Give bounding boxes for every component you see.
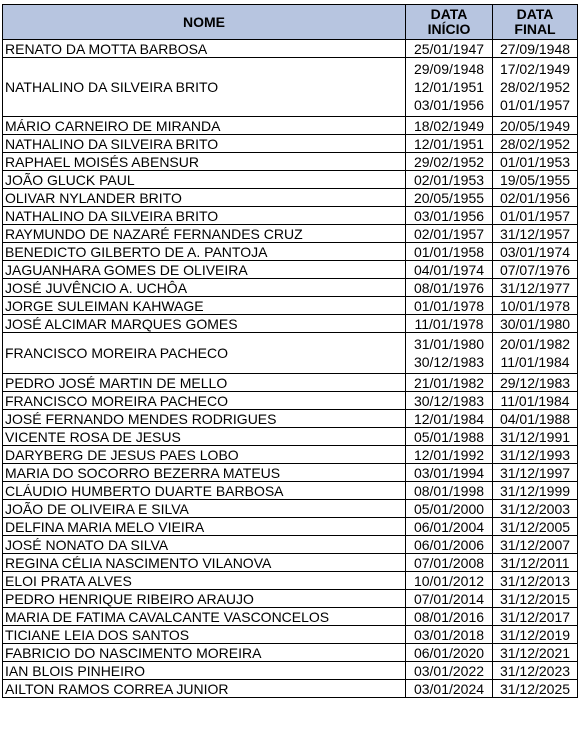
cell-nome: NATHALINO DA SILVEIRA BRITO [3,135,406,153]
date-value: 31/12/1999 [499,482,571,499]
date-value: 05/01/2000 [413,500,485,517]
date-value: 07/07/1976 [499,261,571,278]
cell-nome: JOÃO DE OLIVEIRA E SILVA [3,500,406,518]
cell-data-inicio [406,207,493,225]
cell-data-inicio [406,40,493,58]
date-value: 10/01/1978 [499,297,571,314]
date-value: 20/01/1982 [499,336,571,352]
cell-data-inicio [406,171,493,189]
cell-data-final [493,428,578,446]
cell-nome: REGINA CÉLIA NASCIMENTO VILANOVA [3,554,406,572]
cell-data-final [493,189,578,207]
date-value: 29/12/1983 [499,374,571,391]
cell-nome: BENEDICTO GILBERTO DE A. PANTOJA [3,243,406,261]
cell-data-inicio [406,58,493,117]
cell-data-final [493,662,578,680]
date-value: 03/01/2018 [413,626,485,643]
date-value: 31/12/2011 [500,554,570,571]
cell-data-final [493,374,578,392]
date-value: 02/01/1957 [413,225,485,242]
table-row [3,117,578,135]
date-value: 21/01/1982 [413,374,485,391]
table-row [3,40,578,58]
date-value: 18/02/1949 [413,117,485,134]
date-value: 08/01/2016 [413,608,485,625]
cell-data-inicio [406,644,493,662]
cell-data-final [493,536,578,554]
date-value: 03/01/1974 [499,243,571,260]
date-value: 03/01/2022 [413,662,485,679]
date-value: 12/01/1951 [413,79,485,95]
cell-data-final [493,626,578,644]
cell-nome: RAYMUNDO DE NAZARÉ FERNANDES CRUZ [3,225,406,243]
cell-data-final [493,315,578,333]
date-value: 12/01/1984 [413,410,485,427]
table-row [3,243,578,261]
date-value: 27/09/1948 [499,40,571,57]
table-header [3,5,578,40]
date-value: 10/01/2012 [413,572,485,589]
cell-data-final [493,135,578,153]
cell-nome: ELOI PRATA ALVES [3,572,406,590]
cell-nome: AILTON RAMOS CORREA JUNIOR [3,680,406,698]
cell-data-final [493,279,578,297]
cell-data-inicio [406,374,493,392]
date-value: 01/01/1958 [413,243,485,260]
cell-nome: PEDRO JOSÉ MARTIN DE MELLO [3,374,406,392]
cell-data-inicio [406,225,493,243]
date-value: 03/01/1994 [413,464,485,481]
date-value: 31/12/2025 [499,680,571,697]
header-nome: NOME [3,5,406,40]
table-row [3,500,578,518]
cell-data-inicio [406,117,493,135]
table-row [3,333,578,374]
date-value: 20/05/1949 [499,117,571,134]
date-value: 31/12/2003 [499,500,571,517]
cell-data-inicio [406,135,493,153]
cell-data-final [493,464,578,482]
cell-data-final [493,261,578,279]
date-value: 31/12/1997 [499,464,571,481]
table-row [3,374,578,392]
date-value: 01/01/1953 [499,153,571,170]
table-row [3,279,578,297]
cell-data-inicio [406,662,493,680]
table-row [3,464,578,482]
cell-data-final [493,680,578,698]
table-row [3,482,578,500]
cell-nome: OLIVAR NYLANDER BRITO [3,189,406,207]
cell-nome: JOSÉ FERNANDO MENDES RODRIGUES [3,410,406,428]
date-value: 31/12/2021 [499,644,571,661]
cell-data-final [493,243,578,261]
table-row [3,608,578,626]
date-value: 07/01/2008 [413,554,485,571]
cell-data-inicio [406,410,493,428]
table-row [3,315,578,333]
date-value: 31/12/2023 [499,662,571,679]
cell-data-final [493,554,578,572]
cell-nome: JOSÉ NONATO DA SILVA [3,536,406,554]
cell-nome: MARIA DO SOCORRO BEZERRA MATEUS [3,464,406,482]
date-value: 12/01/1992 [413,446,485,463]
cell-nome: CLÁUDIO HUMBERTO DUARTE BARBOSA [3,482,406,500]
cell-data-inicio [406,500,493,518]
cell-data-inicio [406,680,493,698]
date-value: 31/12/1991 [499,428,571,445]
cell-nome: JORGE SULEIMAN KAHWAGE [3,297,406,315]
header-row [3,5,578,40]
date-value: 31/12/1977 [499,279,571,296]
table-row [3,626,578,644]
date-value: 29/09/1948 [413,61,485,77]
cell-data-final [493,40,578,58]
cell-data-final [493,333,578,374]
cell-data-final [493,446,578,464]
date-value: 31/12/2017 [499,608,571,625]
date-value: 01/01/1978 [413,297,485,314]
table-row [3,153,578,171]
table-row [3,572,578,590]
table-row [3,135,578,153]
cell-data-final [493,117,578,135]
date-value: 30/12/1983 [413,354,485,370]
table-row [3,590,578,608]
table-row [3,446,578,464]
table-row [3,171,578,189]
cell-nome: TICIANE LEIA DOS SANTOS [3,626,406,644]
cell-nome: JOSÉ ALCIMAR MARQUES GOMES [3,315,406,333]
cell-nome: JOÃO GLUCK PAUL [3,171,406,189]
cell-nome: IAN BLOIS PINHEIRO [3,662,406,680]
cell-data-inicio [406,608,493,626]
date-value: 04/01/1988 [499,410,571,427]
date-value: 29/02/1952 [413,153,485,170]
cell-nome: JAGUANHARA GOMES DE OLIVEIRA [3,261,406,279]
cell-nome: JOSÉ JUVÊNCIO A. UCHÔA [3,279,406,297]
cell-nome: NATHALINO DA SILVEIRA BRITO [3,58,406,117]
date-value: 02/01/1956 [499,189,571,206]
cell-data-final [493,392,578,410]
header-data-inicio: DATA INÍCIO [406,5,493,40]
table-row [3,297,578,315]
date-value: 31/12/2019 [499,626,571,643]
date-value: 31/12/1993 [499,446,571,463]
cell-nome: FRANCISCO MOREIRA PACHECO [3,333,406,374]
date-value: 03/01/2024 [413,680,485,697]
cell-data-inicio [406,392,493,410]
cell-nome: RAPHAEL MOISÉS ABENSUR [3,153,406,171]
cell-data-final [493,644,578,662]
cell-data-inicio [406,446,493,464]
cell-nome: VICENTE ROSA DE JESUS [3,428,406,446]
date-value: 03/01/1956 [413,97,485,113]
cell-data-inicio [406,279,493,297]
table-row [3,428,578,446]
table-row [3,518,578,536]
table-row [3,680,578,698]
cell-data-inicio [406,261,493,279]
cell-data-final [493,482,578,500]
date-value: 31/12/1957 [499,225,571,242]
cell-data-final [493,608,578,626]
date-value: 11/01/1984 [500,354,570,370]
cell-data-final [493,518,578,536]
header-data-final: DATA FINAL [493,5,578,40]
cell-data-inicio [406,464,493,482]
cell-data-final [493,207,578,225]
cell-data-final [493,225,578,243]
date-value: 06/01/2004 [413,518,485,535]
date-value: 31/12/2007 [499,536,571,553]
cell-data-inicio [406,189,493,207]
table-row [3,536,578,554]
date-value: 11/01/1978 [414,315,484,332]
table-row [3,662,578,680]
date-value: 01/01/1957 [499,97,571,113]
cell-data-final [493,153,578,171]
cell-nome: NATHALINO DA SILVEIRA BRITO [3,207,406,225]
date-value: 01/01/1957 [499,207,571,224]
cell-nome: FRANCISCO MOREIRA PACHECO [3,392,406,410]
cell-data-inicio [406,315,493,333]
table-row [3,207,578,225]
cell-data-inicio [406,572,493,590]
cell-data-final [493,410,578,428]
cell-data-inicio [406,518,493,536]
cell-data-inicio [406,482,493,500]
cell-data-final [493,58,578,117]
cell-nome: RENATO DA MOTTA BARBOSA [3,40,406,58]
table-row [3,58,578,117]
table-row [3,261,578,279]
date-value: 06/01/2020 [413,644,485,661]
table-row [3,225,578,243]
cell-data-final [493,590,578,608]
date-value: 25/01/1947 [413,40,485,57]
date-value: 28/02/1952 [499,135,571,152]
table-row [3,554,578,572]
date-value: 20/05/1955 [413,189,485,206]
date-value: 28/02/1952 [499,79,571,95]
cell-nome: MÁRIO CARNEIRO DE MIRANDA [3,117,406,135]
cell-data-inicio [406,536,493,554]
date-value: 07/01/2014 [413,590,485,607]
cell-data-inicio [406,554,493,572]
table-body [3,40,578,698]
table-row [3,410,578,428]
cell-nome: PEDRO HENRIQUE RIBEIRO ARAUJO [3,590,406,608]
date-value: 30/12/1983 [413,392,485,409]
cell-data-inicio [406,297,493,315]
cell-data-inicio [406,333,493,374]
cell-data-final [493,297,578,315]
date-value: 04/01/1974 [413,261,485,278]
date-value: 08/01/1976 [413,279,485,296]
date-value: 30/01/1980 [499,315,571,332]
cell-nome: MARIA DE FATIMA CAVALCANTE VASCONCELOS [3,608,406,626]
cell-nome: FABRICIO DO NASCIMENTO MOREIRA [3,644,406,662]
date-value: 06/01/2006 [413,536,485,553]
cell-data-inicio [406,243,493,261]
table-row [3,644,578,662]
date-value: 19/05/1955 [499,171,571,188]
cell-data-final [493,171,578,189]
date-value: 03/01/1956 [413,207,485,224]
date-value: 31/12/2005 [499,518,571,535]
cell-data-final [493,500,578,518]
date-value: 11/01/1984 [500,392,570,409]
date-value: 08/01/1998 [413,482,485,499]
date-value: 31/12/2015 [499,590,571,607]
cell-data-inicio [406,590,493,608]
presidents-table [2,4,578,698]
cell-data-inicio [406,428,493,446]
date-value: 12/01/1951 [413,135,485,152]
date-value: 17/02/1949 [499,61,571,77]
date-value: 05/01/1988 [413,428,485,445]
cell-nome: DELFINA MARIA MELO VIEIRA [3,518,406,536]
cell-data-inicio [406,626,493,644]
date-value: 31/12/2013 [499,572,571,589]
cell-data-inicio [406,153,493,171]
table-row [3,392,578,410]
date-value: 31/01/1980 [413,336,485,352]
cell-nome: DARYBERG DE JESUS PAES LOBO [3,446,406,464]
cell-data-final [493,572,578,590]
table-row [3,189,578,207]
date-value: 02/01/1953 [413,171,485,188]
